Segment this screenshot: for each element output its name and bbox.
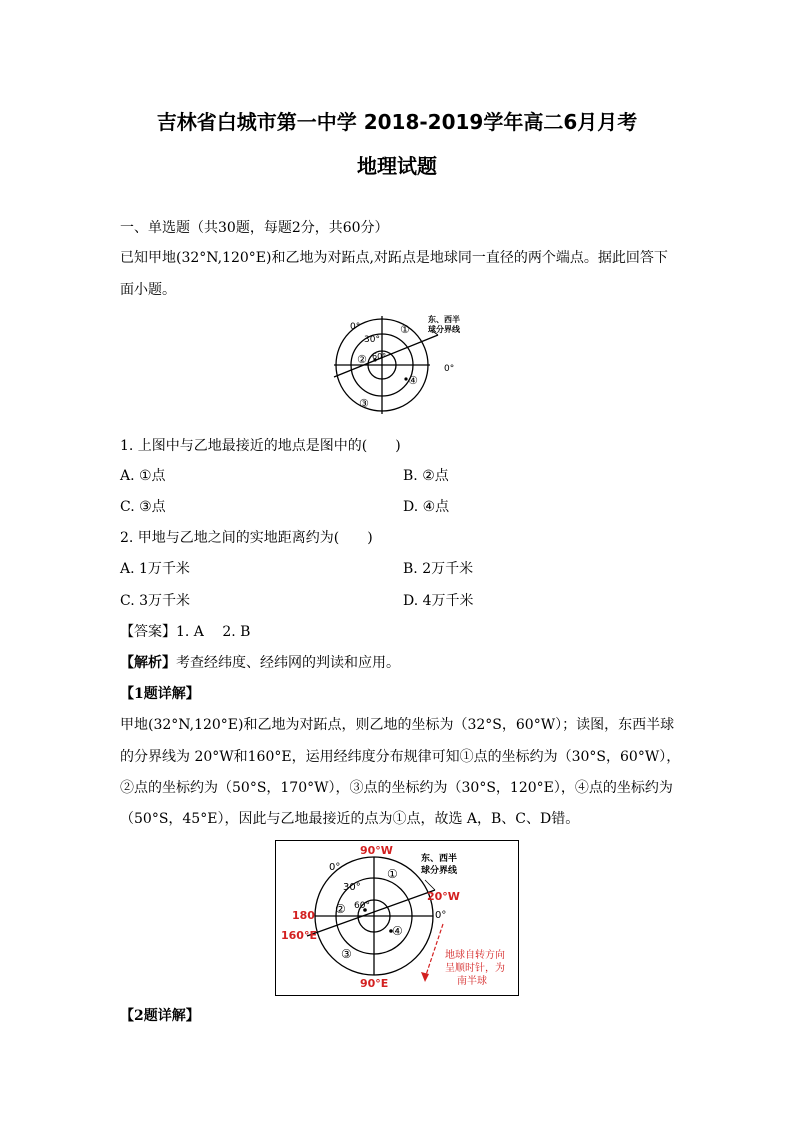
question-2-option-c: C. 3万千米	[120, 593, 191, 609]
figure-2-boundary-label-2: 球分界线	[421, 866, 458, 876]
question-2-option-a: A. 1万千米	[120, 561, 190, 577]
analysis-head: 【解析】	[120, 655, 176, 671]
question-1-stem: 1. 上图中与乙地最接近的地点是图中的( )	[120, 438, 401, 454]
question-1-option-c: C. ③点	[120, 499, 166, 515]
figure-2-label-90w: 90°W	[360, 844, 393, 857]
intro-line-2: 面小题。	[120, 282, 176, 298]
figure-2-note-line-3: 南半球	[457, 976, 487, 987]
figure-2-boundary-label-1: 东、西半	[421, 854, 458, 864]
figure-2-lat0-right: 0°	[435, 910, 447, 921]
figure-2-point-4: ④	[392, 924, 403, 938]
figure-1-lat0-left: 0°	[350, 322, 361, 332]
figure-2-label-180: 180	[292, 909, 315, 922]
figure-2-annotated-map	[275, 840, 519, 996]
section-heading: 一、单选题（共30题，每题2分，共60分）	[120, 220, 389, 236]
figure-2-point-2: ②	[335, 902, 346, 916]
analysis-line	[120, 653, 400, 673]
figure-2-note-line-1: 地球自转方向	[445, 950, 505, 961]
figure-1-lat30: 30°	[364, 335, 380, 345]
document-subtitle: 地理试题	[357, 154, 437, 178]
detail-1-line-2: 的分界线为 20°W和160°E，运用经纬度分布规律可知①点的坐标约为（30°S，60°W），	[120, 749, 681, 765]
detail-1-line-4: （50°S，45°E），因此与乙地最接近的点为①点，故选 A，B、C、D错。	[120, 811, 580, 827]
question-1-option-b: B. ②点	[403, 468, 449, 484]
detail-1-line-3: ②点的坐标约为（50°S，170°W），③点的坐标约为（30°S，120°E），④点的坐标约为	[120, 780, 673, 796]
figure-2-note-line-2: 呈顺时针，为	[445, 963, 505, 974]
figure-2-point-1: ①	[387, 867, 398, 881]
figure-2-lat60: 60°	[354, 901, 370, 911]
figure-2-point-3: ③	[341, 947, 352, 961]
answer-line: 【答案】1. A 2. B	[120, 624, 251, 640]
figure-1-boundary-label-2: 球分界线	[428, 325, 460, 334]
intro-line-1: 已知甲地(32°N,120°E)和乙地为对跖点,对跖点是地球同一直径的两个端点。据此回答下	[120, 250, 668, 266]
figure-2-lat0-left: 0°	[329, 862, 341, 873]
figure-2-lat30: 30°	[343, 882, 361, 893]
analysis-body: 考查经纬度、经纬网的判读和应用。	[176, 655, 400, 671]
question-2-stem: 2. 甲地与乙地之间的实地距离约为( )	[120, 530, 373, 546]
figure-2-label-160e: 160°E	[281, 929, 317, 942]
question-2-option-d: D. 4万千米	[403, 593, 474, 609]
figure-1-boundary-label-1: 东、西半	[428, 315, 460, 324]
figure-1-point-4: ④	[408, 374, 418, 387]
figure-1-lat60: 60°	[372, 352, 387, 361]
figure-1-lat0-right: 0°	[444, 364, 455, 374]
detail-2-heading: 【2题详解】	[120, 1008, 200, 1024]
document-title: 吉林省白城市第一中学 2018-2019学年高二6月月考	[156, 110, 638, 134]
detail-1-heading: 【1题详解】	[120, 686, 200, 702]
figure-2-label-90e: 90°E	[360, 977, 389, 990]
question-1-option-a: A. ①点	[120, 468, 166, 484]
question-2-option-b: B. 2万千米	[403, 561, 474, 577]
figure-2-label-20w: 20°W	[427, 890, 460, 903]
question-1-option-d: D. ④点	[403, 499, 450, 515]
figure-1-polar-map	[328, 308, 478, 426]
figure-1-point-3: ③	[359, 397, 369, 410]
figure-1-point-1: ①	[400, 323, 410, 336]
detail-1-line-1: 甲地(32°N,120°E)和乙地为对跖点，则乙地的坐标为（32°S，60°W）；读图，东西半球	[120, 717, 675, 733]
figure-1-point-2: ②	[357, 353, 367, 366]
